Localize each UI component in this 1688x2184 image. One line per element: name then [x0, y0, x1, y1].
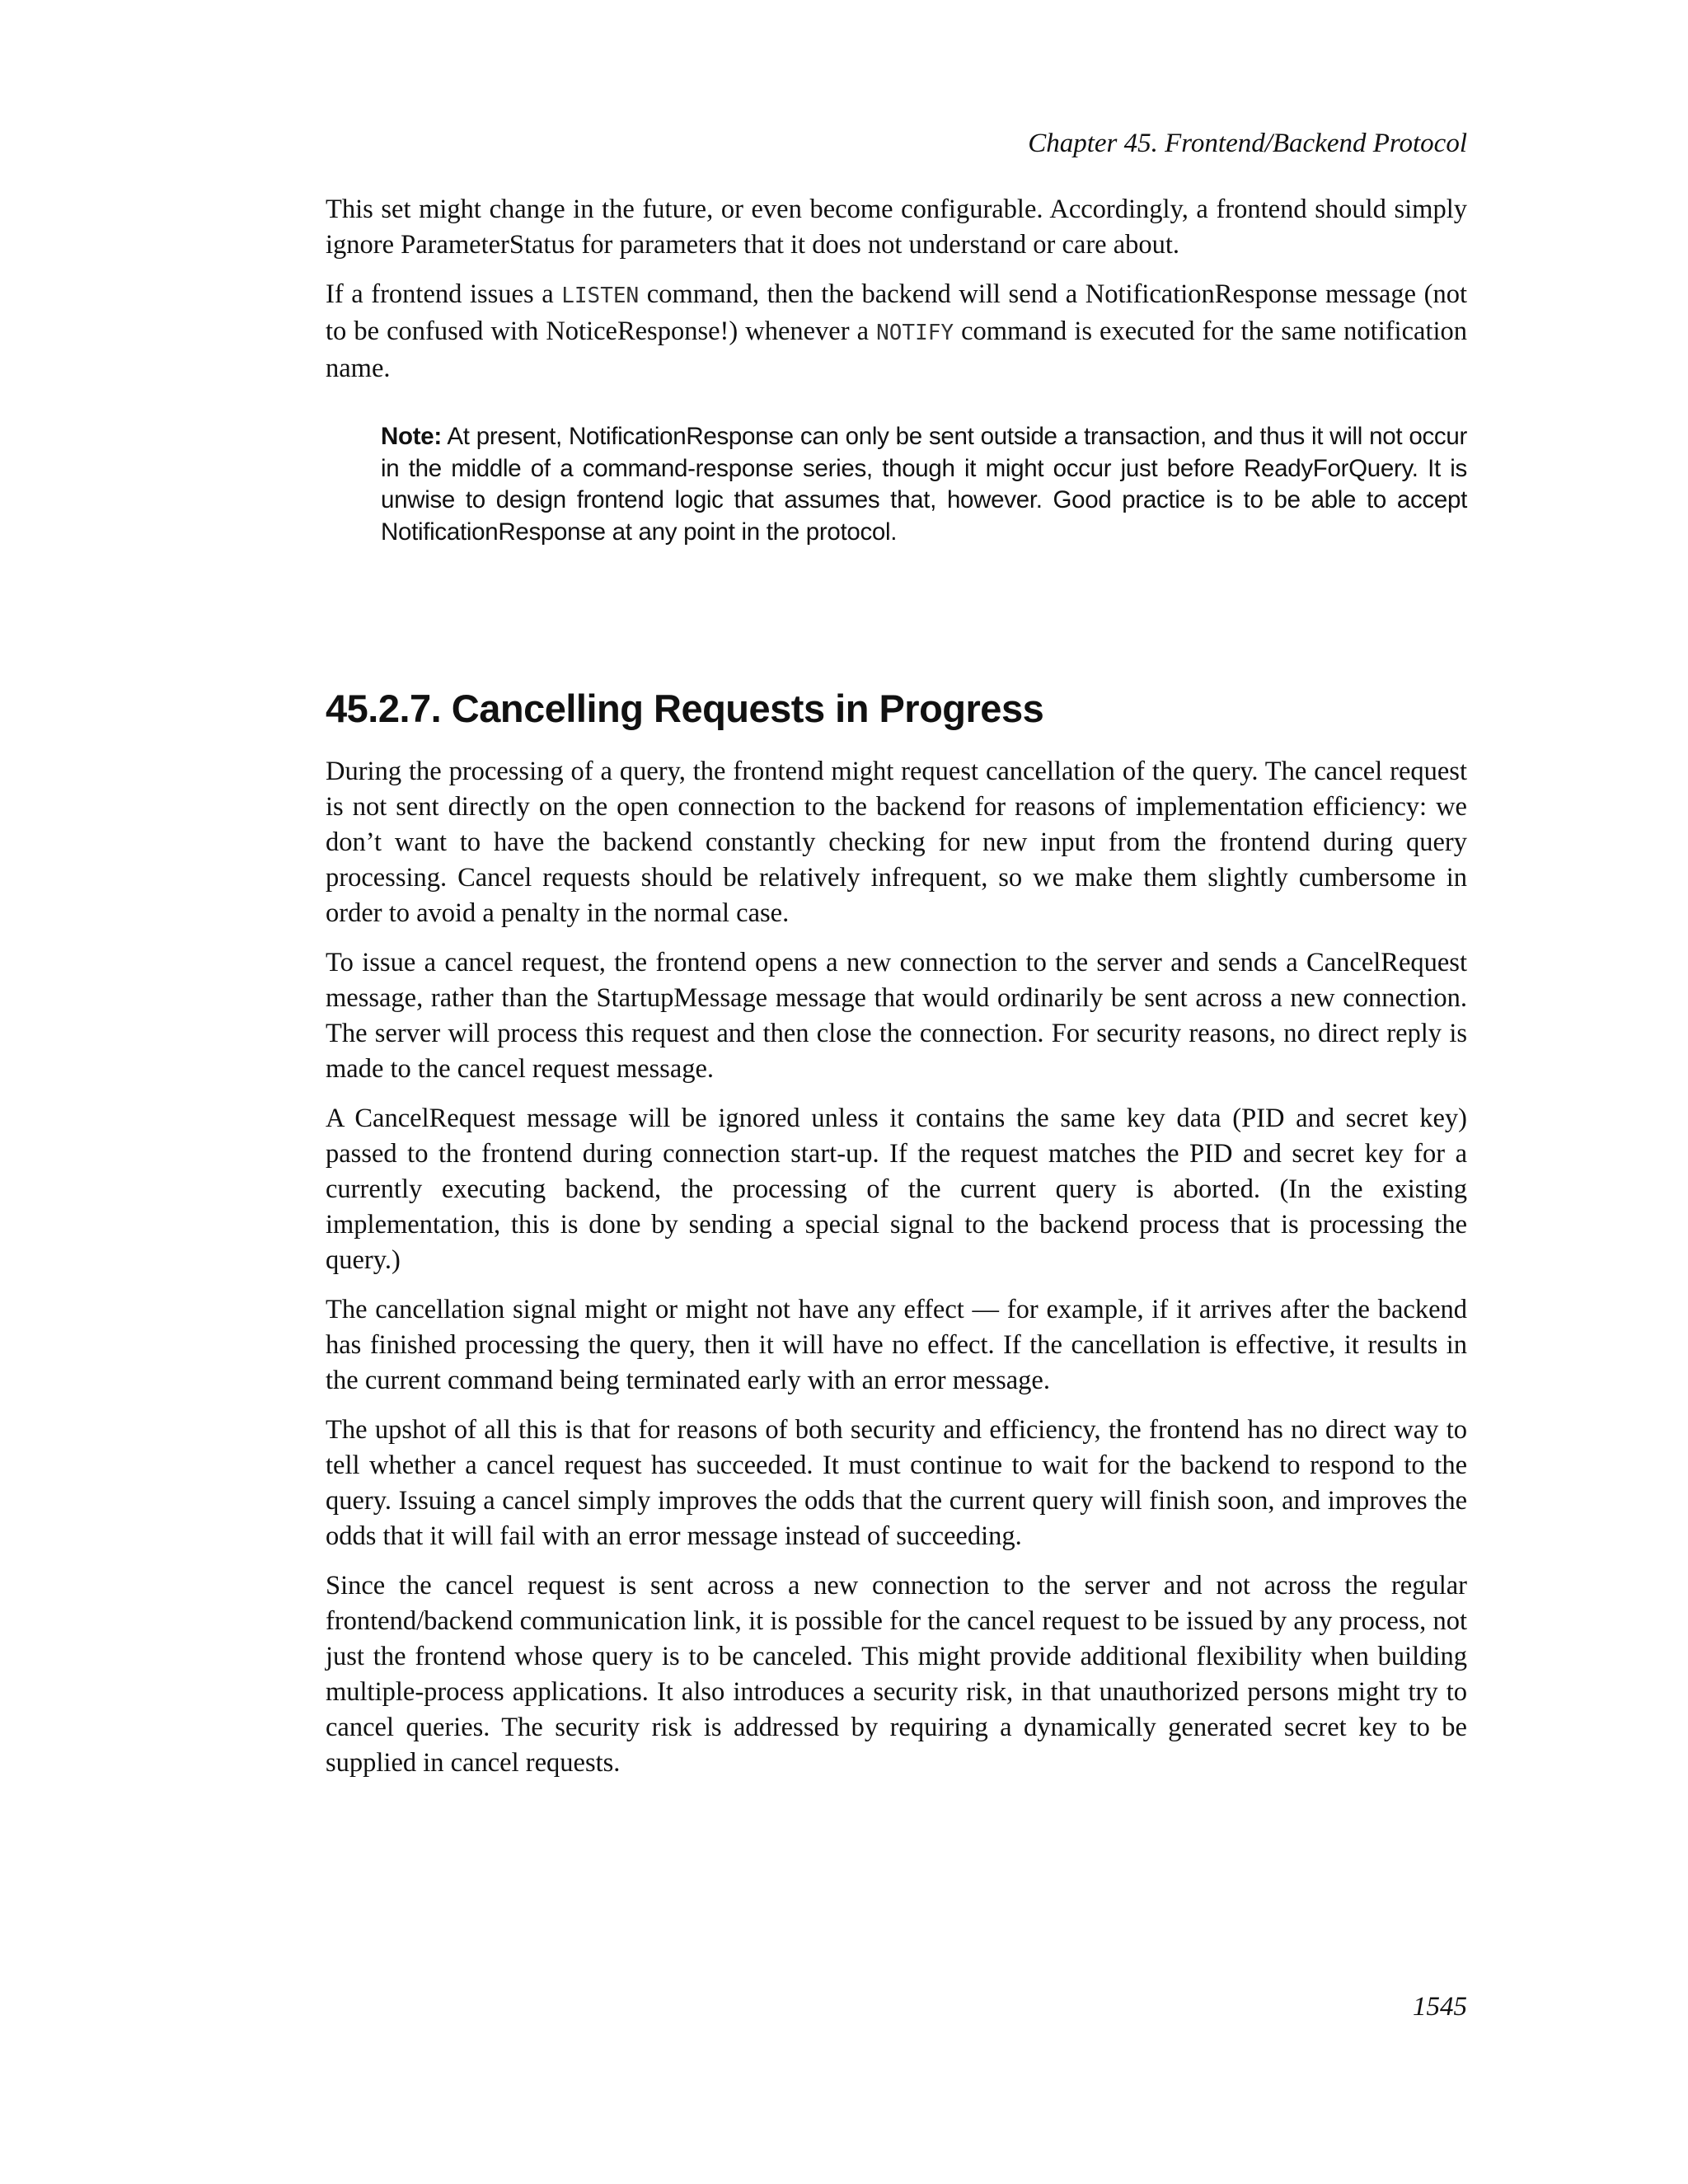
section-paragraph-2: To issue a cancel request, the frontend opens a new connection to the server and sends a CancelRequest message, rather than the StartupMessage message that would ordinarily be sent across a new connection. The server will process this request and then close the connection. For security reasons, no direct reply is made to the cancel request message.	[326, 948, 1467, 1084]
note-box	[381, 421, 1467, 548]
note-text: At present, NotificationResponse can only be sent outside a transaction, and thus it will not occur in the middle of a command-response series, though it might occur just before ReadyForQuery. It is unwise to design frontend logic that assumes that, however. Good practice is to be able to accept NotificationResponse at any point in the protocol.	[381, 423, 1467, 546]
code-notify: NOTIFY	[876, 321, 954, 345]
intro-paragraph-2	[326, 277, 1467, 387]
section-paragraph-3: A CancelRequest message will be ignored unless it contains the same key data (PID and secret key) passed to the frontend during connection start-up. If the request matches the PID and secret key for a currently executing backend, the processing of the current query is aborted. (In the existing implementation, this is done by sending a special signal to the backend process that is processing the query.)	[326, 1104, 1467, 1275]
section-paragraph-5: The upshot of all this is that for reasons of both security and efficiency, the frontend has no direct way to tell whether a cancel request has succeeded. It must continue to wait for the backend to respond to the query. Issuing a cancel simply improves the odds that the current query will finish soon, and improves the odds that it will fail with an error message instead of succeeding.	[326, 1415, 1467, 1551]
running-header: Chapter 45. Frontend/Backend Protocol	[1028, 129, 1467, 158]
section-paragraph-4: The cancellation signal might or might not have any effect — for example, if it arrives after the backend has finished processing the query, then it will have no effect. If the cancellation is effective, it results in the current command being terminated early with an error message.	[326, 1295, 1467, 1395]
intro-paragraph-1	[326, 192, 1467, 263]
section-paragraph-6: Since the cancel request is sent across a new connection to the server and not across the regular frontend/backend communication link, it is possible for the cancel request to be issued by any process, not just the frontend whose query is to be canceled. This might provide additional flexibility when building multiple-process applications. It also introduces a security risk, in that unauthorized persons might try to cancel queries. The security risk is addressed by requiring a dynamically generated secret key to be supplied in cancel requests.	[326, 1571, 1467, 1778]
document-page	[326, 0, 1467, 2184]
note-label: Note:	[381, 423, 442, 450]
text-run: command is executed for the same notification name.	[326, 316, 1467, 383]
text-run: If a frontend issues a	[326, 279, 562, 309]
paragraph-text: This set might change in the future, or even become configurable. Accordingly, a frontend should simply ignore ParameterStatus for parameters that it does not understand or care about.	[326, 194, 1467, 260]
section-paragraph-1: During the processing of a query, the frontend might request cancellation of the query. The cancel request is not sent directly on the open connection to the backend for reasons of implementation efficiency: we don’t want to have the backend constantly checking for new input from the frontend during query processing. Cancel requests should be relatively infrequent, so we make them slightly cumbersome in order to avoid a penalty in the normal case.	[326, 757, 1467, 928]
section-body	[326, 754, 1467, 1795]
paragraph-text	[326, 277, 1467, 387]
code-listen: LISTEN	[561, 284, 640, 308]
text-run: command, then the backend will send a NotificationResponse message (not to be confused with NoticeResponse!) whenever a	[326, 279, 1468, 346]
page-number: 1545	[1413, 1992, 1467, 2022]
section-heading: 45.2.7. Cancelling Requests in Progress	[326, 687, 1044, 730]
